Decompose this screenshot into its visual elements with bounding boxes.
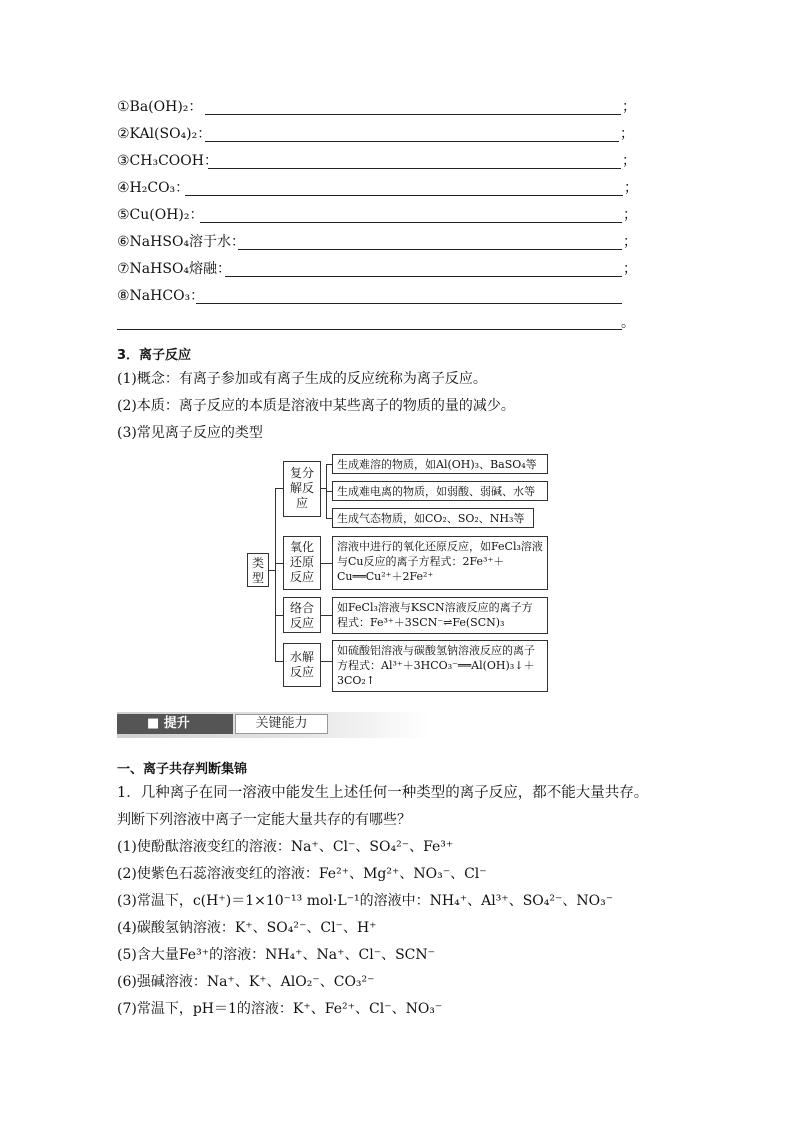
option-item: (6)强碱溶液：Na⁺、K⁺、AlO₂⁻、CO₃²⁻ — [117, 974, 375, 990]
reaction-box: 生成难溶的物质，如Al(OH)₃、BaSO₄等 — [332, 454, 548, 474]
answer-line[interactable] — [225, 276, 622, 277]
reaction-box: 溶液中进行的氧化还原反应，如FeCl₃溶液与Cu反应的离子方程式：2Fe³⁺＋Cu══Cu²⁺＋2Fe²⁺ — [332, 536, 548, 590]
exercise-item-label: ①Ba(OH)₂： — [117, 99, 203, 115]
exercise-item-label: ②KAl(SO₄)₂： — [117, 126, 212, 142]
essence-text: (2)本质：离子反应的本质是溶液中某些离子的物质的量的减少。 — [117, 398, 515, 414]
section-heading: 一、离子共存判断集锦 — [117, 762, 248, 777]
reaction-box: 生成难电离的物质，如弱酸、弱碱、水等 — [332, 481, 548, 501]
item-end-mark: ； — [622, 153, 636, 169]
question-text: 判断下列溶液中离子一定能大量共存的有哪些？ — [117, 812, 411, 828]
item-end-mark: ； — [623, 261, 637, 277]
reaction-box: 如FeCl₃溶液与KSCN溶液反应的离子方程式：Fe³⁺＋3SCN⁻⇌Fe(SCN)₃ — [332, 597, 548, 634]
item-end-mark: 。 — [621, 315, 635, 331]
exercise-item-label: ⑧NaHCO₃： — [117, 288, 205, 304]
option-item: (2)使紫色石蕊溶液变红的溶液：Fe²⁺、Mg²⁺、NO₃⁻、Cl⁻ — [117, 866, 487, 882]
exercise-item-label: ⑦NaHSO₄熔融： — [117, 261, 232, 277]
exercise-item-label: ④H₂CO₃： — [117, 180, 190, 196]
category-label: 复分解反应 — [290, 466, 315, 510]
option-item: (1)使酚酞溶液变红的溶液：Na⁺、Cl⁻、SO₄²⁻、Fe³⁺ — [117, 839, 454, 855]
category-label: 络合反应 — [290, 601, 315, 630]
answer-line[interactable] — [196, 303, 622, 304]
option-item: (5)含大量Fe³⁺的溶液：NH₄⁺、Na⁺、Cl⁻、SCN⁻ — [117, 947, 436, 963]
answer-line[interactable] — [205, 114, 621, 115]
answer-line[interactable] — [185, 195, 623, 196]
answer-line-continued[interactable] — [117, 329, 622, 330]
item-end-mark: ； — [622, 99, 636, 115]
banner-left-text: ■ 提升 — [147, 716, 190, 731]
diagram-root-label: 类型 — [252, 556, 265, 585]
reaction-box: 生成气态物质，如CO₂、SO₂、NH₃等 — [332, 508, 534, 528]
exercise-item-label: ③CH₃COOH： — [117, 153, 218, 169]
item-end-mark: ； — [623, 207, 637, 223]
item-end-mark: ； — [624, 180, 638, 196]
option-item: (4)碳酸氢钠溶液：K⁺、SO₄²⁻、Cl⁻、H⁺ — [117, 920, 377, 936]
answer-line[interactable] — [205, 141, 619, 142]
item-end-mark: ； — [620, 126, 634, 142]
answer-line[interactable] — [208, 168, 621, 169]
exercise-item-label: ⑥NaHSO₄溶于水： — [117, 234, 246, 250]
category-label: 水解反应 — [290, 650, 315, 679]
exercise-item-label: ⑤Cu(OH)₂： — [117, 207, 204, 223]
option-item: (3)常温下，c(H⁺)＝1×10⁻¹³ mol·L⁻¹的溶液中：NH₄⁺、Al³⁺、SO₄²⁻、NO₃⁻ — [117, 893, 614, 909]
section-heading: 3．离子反应 — [117, 348, 192, 363]
question-text: 1．几种离子在同一溶液中能发生上述任何一种类型的离子反应，都不能大量共存。 — [117, 785, 649, 801]
item-end-mark: ； — [623, 234, 637, 250]
category-label: 氧化还原反应 — [290, 540, 315, 584]
types-title: (3)常见离子反应的类型 — [117, 425, 263, 441]
diagram-root-box — [247, 553, 269, 587]
answer-line[interactable] — [238, 249, 622, 250]
category-box-hydrolysis — [283, 643, 321, 687]
banner-label-key-ability: 关键能力 — [235, 714, 328, 734]
option-item: (7)常温下，pH＝1的溶液：K⁺、Fe²⁺、Cl⁻、NO₃⁻ — [117, 1001, 443, 1017]
concept-text: (1)概念：有离子参加或有离子生成的反应统称为离子反应。 — [117, 371, 487, 387]
category-box-redox — [283, 536, 321, 590]
answer-line[interactable] — [200, 222, 622, 223]
reaction-box: 如硫酸铝溶液与碳酸氢钠溶液反应的离子方程式：Al³⁺＋3HCO₃⁻══Al(OH)₃↓＋3CO₂↑ — [332, 640, 548, 692]
category-box-complexation — [283, 597, 321, 633]
banner-label-promote — [117, 714, 233, 734]
category-box-metathesis — [283, 461, 321, 517]
